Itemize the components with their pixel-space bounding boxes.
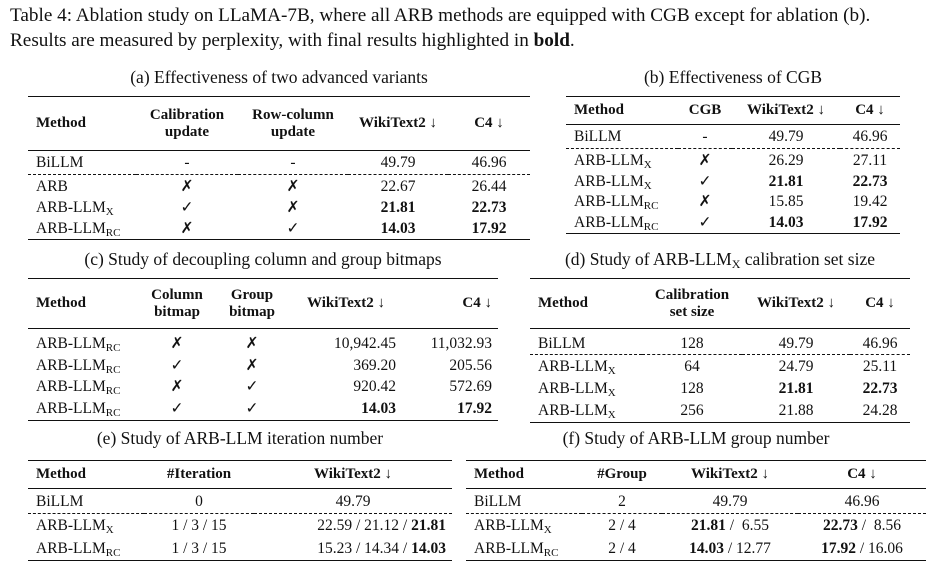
header-wikitext2: WikiText2 ↓ xyxy=(307,295,385,311)
subtable-f xyxy=(466,460,926,561)
method-cell: BiLLM xyxy=(28,151,136,175)
header-method: Method xyxy=(36,115,86,131)
table-row: ARB-$LLM_X$ 2 / 4 21.81 / 6.55 22.73 / 8.56 xyxy=(474,516,901,536)
header-iteration: #Iteration xyxy=(166,466,232,482)
caption-end: . xyxy=(569,30,575,51)
header-cgb: CGB xyxy=(688,102,722,118)
header-group-bitmap: Group bitmap xyxy=(229,286,275,320)
table-row: ARB-$LLM_{RC}$ ✗ 15.85 19.42 xyxy=(574,193,888,212)
table-row: ARB-$LLM_{RC}$ ✗ ✗ 10,942.45 11,032.93 xyxy=(36,335,492,355)
table-row: BiLLM 128 49.79 46.96 xyxy=(530,329,910,355)
header-wikitext2: WikiText2 ↓ xyxy=(691,466,769,482)
header-method: Method xyxy=(474,466,524,482)
table-row: ARB-$LLM_{RC}$ 2 / 4 14.03 / 12.77 17.92 / 16.06 xyxy=(474,539,903,559)
subtable-d-title: (d) Study of ARB-$LLM_X$ calibration set size xyxy=(564,249,876,271)
table-row: ARB-$LLM_X$ 1 / 3 / 15 22.59 / 21.12 / 21.81 xyxy=(36,516,446,536)
table-row: ARB-$LLM_{RC}$ ✓ ✓ 14.03 17.92 xyxy=(36,399,492,419)
table-row: ARB-$LLM_{RC}$ 1 / 3 / 15 15.23 / 14.34 / 14.03 xyxy=(36,539,446,559)
table-row: ARB-$LLM_X$ 256 21.88 24.28 xyxy=(538,401,898,421)
caption-bold-word: bold xyxy=(533,30,570,51)
table-row: BiLLM - 49.79 46.96 xyxy=(566,125,900,149)
header-calibration-update: Calibration update xyxy=(149,106,225,140)
method-cell: ARB-$LLM_X$ xyxy=(36,199,114,218)
table-row: BiLLM 2 49.79 46.96 xyxy=(466,489,926,514)
header-calibration-set-size: Calibration set size xyxy=(654,286,730,320)
caption-text: Table 4: Ablation study on LLaMA-7B, where all ARB methods are equipped with CGB except for ablation (b). Results are measured by perplexity, with final results highlighted in xyxy=(10,5,871,51)
header-method: Method xyxy=(36,295,86,311)
header-wikitext2: WikiText2 ↓ xyxy=(314,466,392,482)
header-method: Method xyxy=(36,466,86,482)
header-c4: C4 ↓ xyxy=(855,102,885,118)
subtable-b-title: (b) Effectiveness of CGB xyxy=(643,67,823,87)
header-c4: C4 ↓ xyxy=(847,466,877,482)
table-row: ARB-$LLM_X$ 64 24.79 25.11 xyxy=(538,357,898,377)
subtable-e xyxy=(28,460,452,561)
table-row: ARB-$LLM_{RC}$ ✗ ✓ 920.42 572.69 xyxy=(36,377,492,397)
table-row: ARB-$LLM_{RC}$ ✓ 14.03 17.92 xyxy=(574,213,888,233)
table-row: ARB-$LLM_X$ 128 21.81 22.73 xyxy=(538,379,898,399)
subtable-a xyxy=(28,96,530,240)
table-row: BiLLM - - 49.79 46.96 xyxy=(28,151,530,175)
header-wikitext2: WikiText2 ↓ xyxy=(757,295,835,311)
header-c4: C4 ↓ xyxy=(474,115,504,131)
header-row-column-update: Row-column update xyxy=(252,106,334,140)
table-row: ARB-$LLM_X$ ✓ ✗ 21.81 22.73 xyxy=(28,198,530,218)
header-wikitext2: WikiText2 ↓ xyxy=(359,115,437,131)
table-row: ARB-$LLM_X$ ✗ 26.29 27.11 xyxy=(574,151,888,171)
subtable-c xyxy=(28,278,498,421)
table-caption xyxy=(10,3,928,53)
header-method: Method xyxy=(538,295,588,311)
table-row: ARB-$LLM_{RC}$ ✓ ✗ 369.20 205.56 xyxy=(36,356,492,376)
subtable-f-title: (f) Study of ARB-LLM group number xyxy=(562,428,830,448)
table-row: ARB-$LLM_{RC}$ ✗ ✓ 14.03 17.92 xyxy=(28,218,530,240)
header-column-bitmap: Column bitmap xyxy=(151,286,203,320)
subtable-d xyxy=(530,278,910,423)
table-row: ARB-$LLM_X$ ✓ 21.81 22.73 xyxy=(574,173,888,192)
method-cell: ARB xyxy=(36,177,68,195)
table-row: BiLLM 0 49.79 xyxy=(28,489,452,514)
table-row: ARB ✗ ✗ 22.67 26.44 xyxy=(28,175,530,198)
header-group: #Group xyxy=(597,466,647,482)
header-wikitext2: WikiText2 ↓ xyxy=(747,102,825,118)
header-c4: C4 ↓ xyxy=(462,295,492,311)
header-c4: C4 ↓ xyxy=(865,295,895,311)
subtable-e-title: (e) Study of ARB-LLM iteration number xyxy=(96,428,384,448)
method-cell: ARB-$LLM_{RC}$ xyxy=(36,219,121,239)
subtable-a-title: (a) Effectiveness of two advanced variants xyxy=(130,67,428,87)
subtable-b xyxy=(566,96,900,234)
subtable-c-title: (c) Study of decoupling column and group bitmaps xyxy=(84,249,442,269)
header-method: Method xyxy=(574,102,624,118)
